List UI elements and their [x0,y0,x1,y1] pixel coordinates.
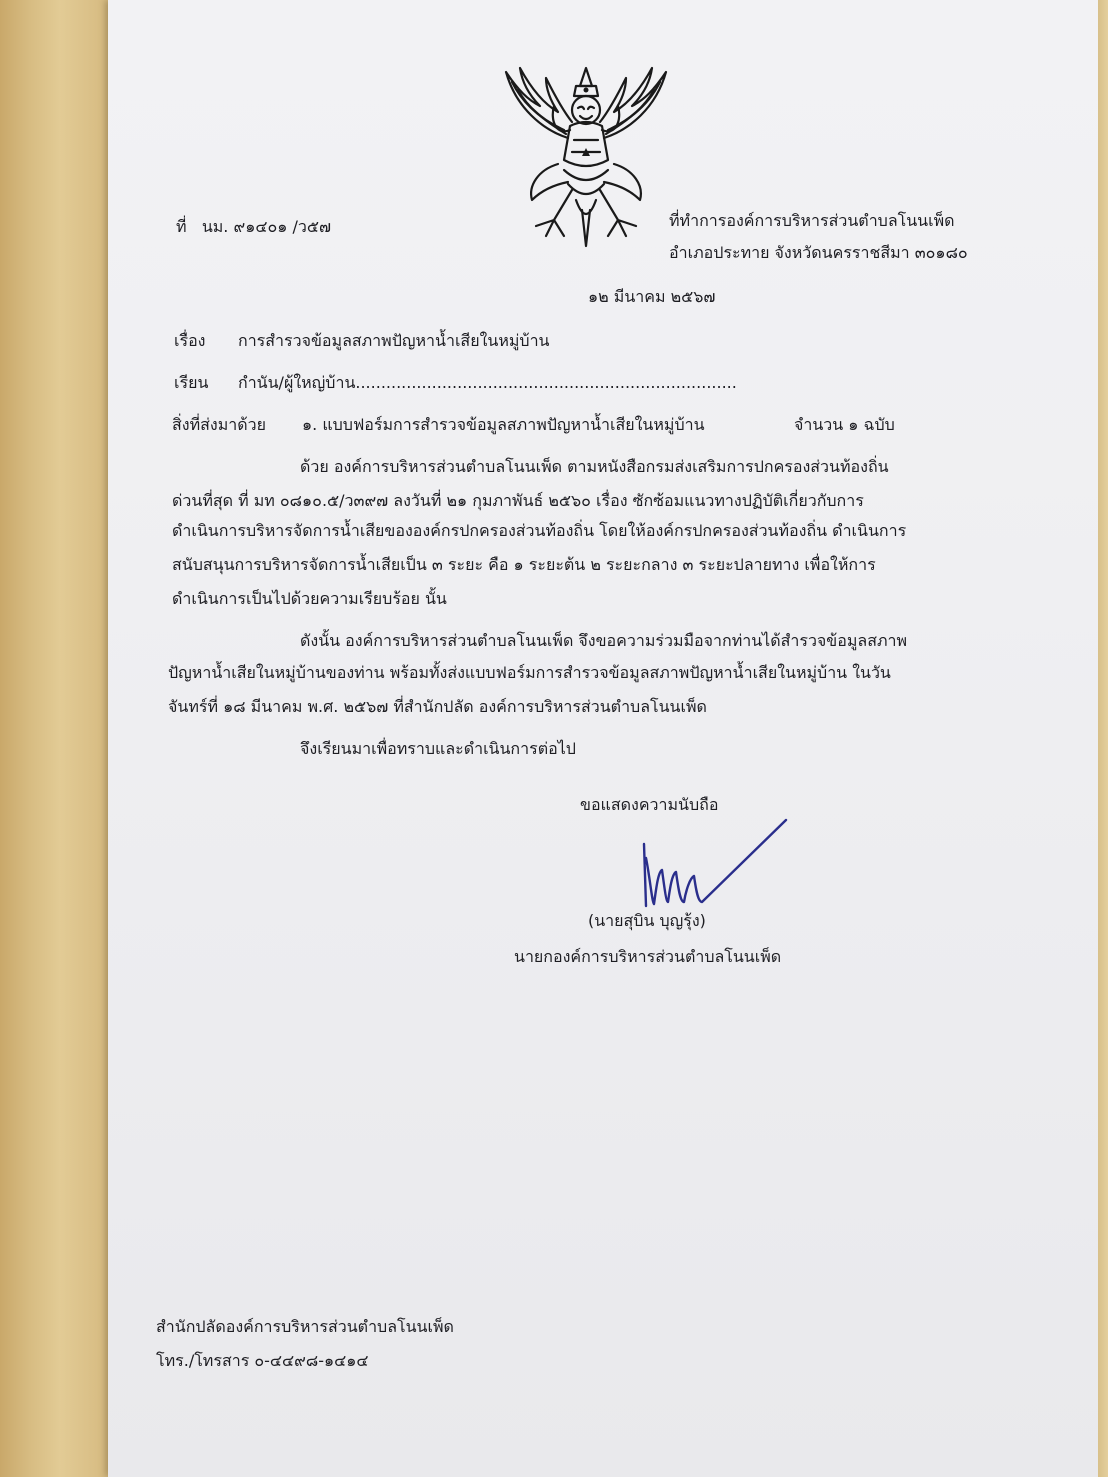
subject-text: การสำรวจข้อมูลสภาพปัญหาน้ำเสียในหมู่บ้าน [238,331,550,350]
enclosure-label: สิ่งที่ส่งมาด้วย [172,415,266,434]
office-line-2: อำเภอประทาย จังหวัดนครราชสีมา ๓๐๑๘๐ [669,243,968,262]
footer-phone: โทร./โทรสาร ๐-๔๔๙๘-๑๔๑๔ [156,1351,369,1370]
footer-office: สำนักปลัดองค์การบริหารส่วนตำบลโนนเพ็ด [156,1317,454,1336]
desk-edge [1098,0,1108,1477]
garuda-emblem-icon [498,60,674,252]
signer-title: นายกองค์การบริหารส่วนตำบลโนนเพ็ด [514,947,782,966]
para1-line: สนับสนุนการบริหารจัดการน้ำเสียเป็น ๓ ระยะ คือ ๑ ระยะต้น ๒ ระยะกลาง ๓ ระยะปลายทาง เพื่อให้การ [172,555,876,574]
para1-line: ดำเนินการบริหารจัดการน้ำเสียขององค์กรปกครองส่วนท้องถิ่น โดยให้องค์กรปกครองส่วนท้องถิ่น ดำเนินการ [172,521,907,540]
office-line-1: ที่ทำการองค์การบริหารส่วนตำบลโนนเพ็ด [669,211,955,230]
para2-line: จันทร์ที่ ๑๘ มีนาคม พ.ศ. ๒๕๖๗ ที่สำนักปลัด องค์การบริหารส่วนตำบลโนนเพ็ด [168,697,707,716]
handwritten-signature [636,818,792,914]
enclosure-text: ๑. แบบฟอร์มการสำรวจข้อมูลสภาพปัญหาน้ำเสียในหมู่บ้าน [302,415,705,434]
closing-request: จึงเรียนมาเพื่อทราบและดำเนินการต่อไป [300,739,576,758]
para2-line: ปัญหาน้ำเสียในหมู่บ้านของท่าน พร้อมทั้งส่งแบบฟอร์มการสำรวจข้อมูลสภาพปัญหาน้ำเสียในหมู่บ้าน ในวัน [168,663,891,682]
to-text: กำนัน/ผู้ใหญ่บ้าน........................................................................... [238,373,737,392]
para1-line: ดำเนินการเป็นไปด้วยความเรียบร้อย นั้น [172,589,447,608]
para1-line: ด้วย องค์การบริหารส่วนตำบลโนนเพ็ด ตามหนังสือกรมส่งเสริมการปกครองส่วนท้องถิ่น [300,457,889,476]
letter-date: ๑๒ มีนาคม ๒๕๖๗ [588,287,716,306]
subject-label: เรื่อง [174,331,206,350]
enclosure-quantity: จำนวน ๑ ฉบับ [794,415,895,434]
ref-number: นม. ๙๑๔๐๑ /ว๕๗ [201,217,331,236]
para2-line: ดังนั้น องค์การบริหารส่วนตำบลโนนเพ็ด จึงขอความร่วมมือจากท่านได้สำรวจข้อมูลสภาพ [300,631,908,650]
para1-line: ด่วนที่สุด ที่ มท ๐๘๑๐.๕/ว๓๙๗ ลงวันที่ ๒๑ กุมภาพันธ์ ๒๕๖๐ เรื่อง ซักซ้อมแนวทางปฏิบัติเกี่ยวกับการ [172,491,864,510]
ref-label: ที่ [176,217,187,236]
regards: ขอแสดงความนับถือ [580,795,719,814]
to-label: เรียน [174,373,209,392]
signer-name: (นายสุบิน บุญรุ้ง) [588,911,706,930]
